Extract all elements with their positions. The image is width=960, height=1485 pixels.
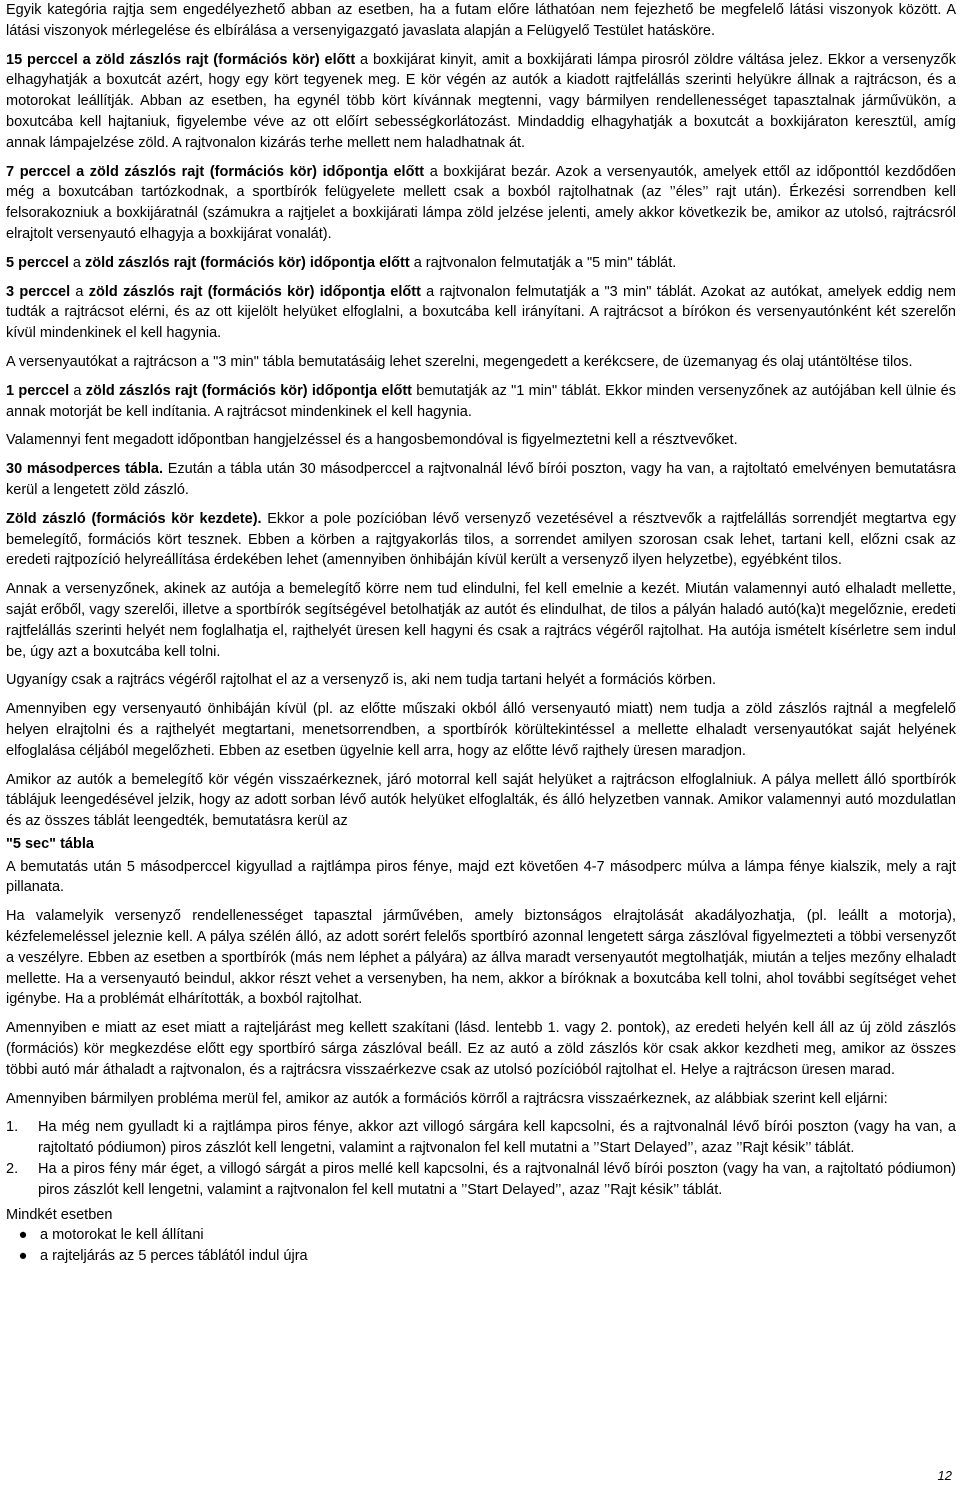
paragraph-text: a — [68, 254, 86, 271]
bold-lead: 3 perccel — [6, 283, 71, 300]
paragraph-text: Ezután a tábla után 30 másodperccel a rajtvonalnál lévő bírói poszton, vagy ha van, a rajtoltató emelvényen bemutatásra kerül a lengetett zöld zászló. — [6, 461, 956, 498]
paragraph-5-min — [6, 253, 956, 274]
paragraph-problem: Amennyiben bármilyen probléma merül fel, amikor az autók a formációs körről a rajtrácsra visszaérkeznek, az alábbiak szerint kell eljárni: — [6, 1090, 888, 1107]
paragraph-signals: Valamennyi fent megadott időpontban hangjelzéssel és a hangosbemondóval is figyelmeztetni kell a résztvevőket. — [6, 432, 738, 449]
paragraph-text: a — [70, 283, 89, 300]
bullet-icon: ● — [18, 1248, 28, 1265]
paragraph-text: a rajtvonalon felmutatják a "5 min" táblát. — [409, 254, 677, 271]
paragraph-15-min — [6, 50, 956, 154]
bullet-list — [6, 1225, 956, 1267]
bold-phrase: zöld zászlós rajt (formációs kör) időpontja előtt — [85, 254, 410, 271]
paragraph-30-sec — [6, 459, 956, 501]
paragraph-text: a boxkijárat bezár. Azok a versenyautók, amelyek ettől az időponttól kezdődően még a boxutcában tartózkodnak, a sportbírók felügyelete mellett csak a boxból rajtolhatnak (az ’’éles’’ rajt után). Érkezési sorrendben kell felsorakozniuk a boxkijáratnál (számukra a rajtjelet a boxkijárati lámpa zöld jelzése jelenti, amely akkor következik be, amikor az utolsó, rajtrácsról elrajtolt versenyautó elhagyja a boxkijárat vonalát). — [6, 163, 956, 242]
bold-lead: 1 perccel — [6, 382, 70, 399]
list-item — [6, 1225, 956, 1246]
paragraph-text: a — [69, 382, 86, 399]
paragraph-3-min — [6, 282, 956, 344]
list-text: Ha még nem gyulladt ki a rajtlámpa piros fénye, akkor azt villogó sárgára kell kapcsolni, és a rajtvonalnál lévő bírói poszton (vagy ha van, a rajtoltató pódiumon) piros zászlót kell lengetni, valamint a rajtvonalon fel kell mutatni a ’’Start Delayed’’, azaz ’’Rajt késik’’ táblát. — [38, 1119, 956, 1157]
paragraph-text: a rajtvonalon felmutatják a "3 min" táblát. Azokat az autókat, amelyek eddig nem tudták a rajtrácsot elérni, és az ott kijelölt helyüket elfoglalni, a boxutcába kell irányítani. A rajtrácsot a bírókon és versenyautónként két szerelőn kívül mindenkinek el kell hagynia. — [6, 283, 956, 342]
paragraph-servicing: A versenyautókat a rajtrácson a "3 min" tábla bemutatásáig lehet szerelni, megengedett a kerékcsere, de üzemanyag és olaj utántöltése tilos. — [6, 353, 913, 370]
bold-lead: 5 perccel — [6, 254, 69, 271]
numbered-list — [6, 1117, 956, 1200]
paragraph-start-light: A bemutatás után 5 másodperccel kigyullad a rajtlámpa piros fénye, majd ezt követően 4-7 másodperc múlva a lámpa fénye kialszik, mely a rajt pillanata. — [6, 858, 956, 896]
list-number: 1. — [6, 1119, 19, 1136]
paragraph-both-cases: Mindkét esetben — [6, 1206, 113, 1223]
paragraph-7-min — [6, 162, 956, 245]
list-text: Ha a piros fény már éget, a villogó sárgát a piros mellé kell kapcsolni, és a rajtvonalnál lévő bírói poszton (vagy ha van, a rajtoltató pódiumon) piros zászlót kell lengetni, valamint a rajtvonalon fel kell mutatni a ’’Start Delayed’’, azaz ’’Rajt késik’’ táblát. — [38, 1161, 956, 1198]
list-item — [6, 1159, 956, 1201]
intro-paragraph: Egyik kategória rajtja sem engedélyezhető abban az esetben, ha a futam előre láthatóan nem fejezhető be megfelelő látási viszonyok között. A látási viszonyok mérlegelése és elbírálása a versenyigazgató javaslata alapján a Felügyelő Testület hatásköre. — [6, 2, 956, 39]
paragraph-no-fault: Amennyiben egy versenyautó önhibáján kívül (pl. az előtte műszaki okból álló versenyautó miatt) nem tudja a zöld zászlós rajtnál a megfelelő helyen elrajtolni és a rajthelyét megtartani, menetsorrendben, a sportbírók körültekintéssel a mellette elhaladt versenyautókat saját helyének elfoglalása céljából megelőzheti. Ebben az esetben ügyelnie kell arra, hogy az előtte lévő rajthely üresen maradjon. — [6, 701, 956, 759]
list-item — [6, 1246, 956, 1267]
bullet-icon: ● — [18, 1227, 28, 1244]
paragraph-return: Amikor az autók a bemelegítő kör végén visszaérkeznek, járó motorral kell saját helyüket a rajtrácson elfoglalniuk. A pálya mellett álló sportbírók táblájuk leengedésével jelzik, hogy az adott sorban lévő autók helyüket elfoglalták, és álló helyzetben vannak. Amikor valamennyi autó mozdulatlan és az összes táblát leengedték, bemutatásra kerül az — [6, 771, 956, 830]
list-number: 2. — [6, 1161, 19, 1178]
paragraph-text: bemutatják az "1 min" táblát. Ekkor minden versenyzőnek az autójában kell ülnie és annak motorját be kell indítania. A rajtrácsot mindenkinek el kell hagynia. — [6, 382, 956, 420]
heading-5-sec: "5 sec" tábla — [6, 835, 94, 852]
bold-phrase: zöld zászlós rajt (formációs kör) időpontja előtt — [85, 382, 412, 399]
bold-lead: Zöld zászló (formációs kör kezdete). — [6, 510, 262, 527]
paragraph-malfunction: Ha valamelyik versenyző rendellenességet tapasztal járművében, amely biztonságos elrajtolását akadályozhatja, (pl. leállt a motorja), kézfelemeléssel jeleznie kell. A pálya szélén álló, az adott sorért felelős sportbíró azonnal lengetett sárga zászlóval figyelmezteti a többi versenyzőt a veszélyre. Ebben az esetben a sportbírók (más nem léphet a pályára) az állva maradt versenyautót megtolhatják, miután a teljes mezőny elhaladt mellette. Ha a versenyautó beindul, akkor részt vehet a versenyben, ha nem, akkor a bíróknak a boxutcába kell tolni, ahol további segítséget vehet igénybe. Ha a problémát elhárították, a boxból rajtolhat. — [6, 908, 956, 1008]
paragraph-interrupted: Amennyiben e miatt az eset miatt a rajteljárást meg kellett szakítani (lásd. lentebb 1. vagy 2. pontok), az eredeti helyén kell áll az új zöld zászlós (formációs) kör megkezdése előtt egy sportbíró sárga zászlóval beáll. Ez az autó a zöld zászlós kör csak akkor kezdheti meg, amikor az összes többi autó már áthaladt a rajtvonalon, és a rajtrácsra visszaérkezve csak az utolsó pozícióból rajtolhat el. Helye a rajtrácson üresen marad. — [6, 1020, 956, 1078]
paragraph-text: Ekkor a pole pozícióban lévő versenyző vezetésével a résztvevők a rajtfelállás sorrendjét megtartva egy bemelegítő, formációs kört tesznek. Ebben a körben a rajtgyakorlás tilos, a sorrendet amilyen szorosan csak lehet, tartani kell, előzni csak az eredeti rajtpozíció helyreállítása érdekében lehet (amennyiben önhibáján kívül került a versenyző ilyen helyzetbe), egyébként tilos. — [6, 510, 956, 569]
paragraph-green-flag — [6, 509, 956, 571]
bold-lead: 30 másodperces tábla. — [6, 461, 163, 478]
bullet-text: a rajteljárás az 5 perces táblától indul újra — [40, 1248, 308, 1265]
page-number: 12 — [937, 1468, 952, 1483]
bold-lead: 7 perccel a zöld zászlós rajt (formációs kör) időpontja előtt — [6, 163, 425, 180]
bullet-text: a motorokat le kell állítani — [40, 1227, 204, 1244]
paragraph-1-min — [6, 381, 956, 423]
bold-phrase: zöld zászlós rajt (formációs kör) időpontja előtt — [88, 283, 421, 300]
paragraph-stalled-car: Annak a versenyzőnek, akinek az autója a bemelegítő körre nem tud elindulni, fel kell emelnie a kezét. Miután valamennyi autó elhaladt mellette, saját erőből, vagy szerelői, illetve a sportbírók segítségével betolhatják az autót és elindulhat, de tilos a pályán haladó autó(ka)t megelőznie, eredeti rajtfelállás szerinti helyét nem foglalhatja el, rajthelyét üresen kell hagyni és csak a rajtrács végéről rajtolhat. Ha autója ismételt kísérletre sem indul be, úgy azt a boxutcába kell tolni. — [6, 581, 956, 660]
paragraph-same-rule: Ugyanígy csak a rajtrács végéről rajtolhat el az a versenyző is, aki nem tudja tartani helyét a formációs körben. — [6, 672, 717, 689]
bold-lead: 15 perccel a zöld zászlós rajt (formációs kör) előtt — [6, 51, 356, 68]
list-item — [6, 1117, 956, 1159]
paragraph-text: a boxkijárat kinyit, amit a boxkijárati lámpa pirosról zöldre váltása jelez. Ekkor a versenyzők elhagyhatják a boxutcát azért, hogy egy kört tegyenek meg. E kör végén az autók a kiadott rajtfelállás szerinti helyükre állnak a rajtrácson, és a motorokat leállítják. Abban az esetben, ha egynél több kört kívánnak megtenni, vagy bármilyen rendellenességet tapasztalnak járművükön, a boxutcába kell hajtaniuk, figyelembe véve az ott előírt sebességkorlátozást. Mindaddig elhagyhatják a boxutcát a boxkijáraton keresztül, amíg annak lámpajelzése zöld. A rajtvonalon kizárás terhe mellett nem haladhatnak át. — [6, 51, 956, 151]
